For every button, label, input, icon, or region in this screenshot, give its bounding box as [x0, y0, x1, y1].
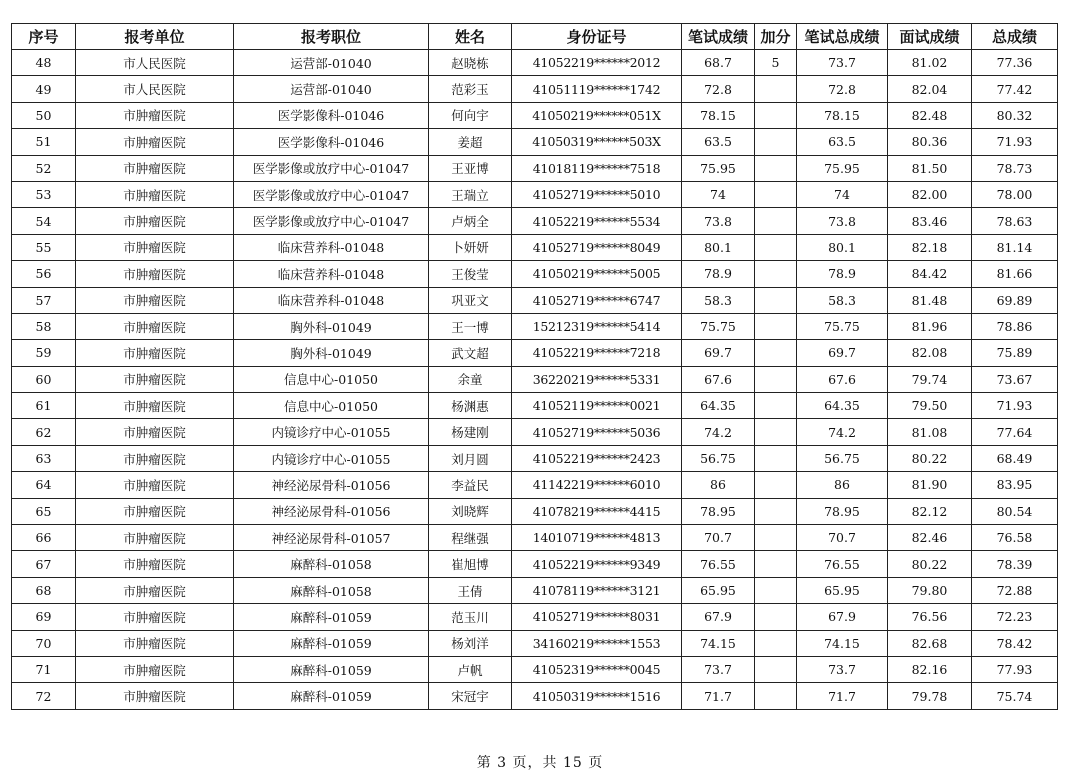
- bonus-cell: 5: [755, 50, 797, 76]
- total-score-cell: 83.95: [972, 472, 1058, 498]
- total-score-cell: 71.93: [972, 393, 1058, 419]
- bonus-cell: [755, 577, 797, 603]
- interview-score-cell: 80.36: [888, 129, 972, 155]
- table-row: [12, 525, 1058, 551]
- name-cell: 卢帆: [429, 656, 512, 682]
- unit-cell: 市肿瘤医院: [76, 287, 234, 313]
- unit-cell: 市人民医院: [76, 76, 234, 102]
- bonus-cell: [755, 419, 797, 445]
- id-number-cell: 41051119******1742: [512, 76, 682, 102]
- bonus-cell: [755, 208, 797, 234]
- written-total-cell: 73.7: [797, 50, 888, 76]
- position-cell: 信息中心-01050: [234, 366, 429, 392]
- bonus-cell: [755, 155, 797, 181]
- seq-cell: 54: [12, 208, 76, 234]
- position-cell: 内镜诊疗中心-01055: [234, 445, 429, 471]
- name-cell: 卢炳全: [429, 208, 512, 234]
- total-score-cell: 81.14: [972, 234, 1058, 260]
- interview-score-cell: 79.78: [888, 683, 972, 709]
- unit-cell: 市肿瘤医院: [76, 656, 234, 682]
- written-total-cell: 67.6: [797, 366, 888, 392]
- written-score-cell: 86: [682, 472, 755, 498]
- id-number-cell: 14010719******4813: [512, 525, 682, 551]
- unit-cell: 市肿瘤医院: [76, 445, 234, 471]
- bonus-cell: [755, 102, 797, 128]
- header-interview-score: 面试成绩: [888, 24, 972, 50]
- name-cell: 范玉川: [429, 604, 512, 630]
- name-cell: 余童: [429, 366, 512, 392]
- interview-score-cell: 81.02: [888, 50, 972, 76]
- table-row: [12, 261, 1058, 287]
- interview-score-cell: 84.42: [888, 261, 972, 287]
- interview-score-cell: 82.00: [888, 181, 972, 207]
- written-total-cell: 78.9: [797, 261, 888, 287]
- name-cell: 刘晓辉: [429, 498, 512, 524]
- id-number-cell: 41050219******5005: [512, 261, 682, 287]
- written-score-cell: 65.95: [682, 577, 755, 603]
- written-total-cell: 64.35: [797, 393, 888, 419]
- id-number-cell: 41142219******6010: [512, 472, 682, 498]
- position-cell: 胸外科-01049: [234, 313, 429, 339]
- seq-cell: 53: [12, 181, 76, 207]
- id-number-cell: 41050219******051X: [512, 102, 682, 128]
- interview-score-cell: 79.74: [888, 366, 972, 392]
- unit-cell: 市肿瘤医院: [76, 498, 234, 524]
- name-cell: 宋冠宇: [429, 683, 512, 709]
- seq-cell: 51: [12, 129, 76, 155]
- bonus-cell: [755, 181, 797, 207]
- unit-cell: 市肿瘤医院: [76, 366, 234, 392]
- position-cell: 医学影像科-01046: [234, 102, 429, 128]
- unit-cell: 市肿瘤医院: [76, 313, 234, 339]
- interview-score-cell: 82.08: [888, 340, 972, 366]
- written-total-cell: 73.7: [797, 656, 888, 682]
- position-cell: 麻醉科-01059: [234, 656, 429, 682]
- interview-score-cell: 76.56: [888, 604, 972, 630]
- unit-cell: 市肿瘤医院: [76, 155, 234, 181]
- table-row: [12, 551, 1058, 577]
- unit-cell: 市肿瘤医院: [76, 551, 234, 577]
- id-number-cell: 41052219******7218: [512, 340, 682, 366]
- unit-cell: 市肿瘤医院: [76, 393, 234, 419]
- table-row: [12, 472, 1058, 498]
- seq-cell: 71: [12, 656, 76, 682]
- unit-cell: 市肿瘤医院: [76, 261, 234, 287]
- written-total-cell: 86: [797, 472, 888, 498]
- written-total-cell: 58.3: [797, 287, 888, 313]
- table-row: [12, 129, 1058, 155]
- id-number-cell: 41050319******1516: [512, 683, 682, 709]
- written-total-cell: 69.7: [797, 340, 888, 366]
- name-cell: 李益民: [429, 472, 512, 498]
- written-score-cell: 67.6: [682, 366, 755, 392]
- name-cell: 杨刘洋: [429, 630, 512, 656]
- interview-score-cell: 79.50: [888, 393, 972, 419]
- table-row: [12, 208, 1058, 234]
- position-cell: 医学影像或放疗中心-01047: [234, 181, 429, 207]
- bonus-cell: [755, 313, 797, 339]
- bonus-cell: [755, 630, 797, 656]
- position-cell: 麻醉科-01059: [234, 604, 429, 630]
- name-cell: 刘月圆: [429, 445, 512, 471]
- bonus-cell: [755, 393, 797, 419]
- position-cell: 医学影像或放疗中心-01047: [234, 155, 429, 181]
- table-row: [12, 604, 1058, 630]
- total-score-cell: 78.00: [972, 181, 1058, 207]
- written-score-cell: 64.35: [682, 393, 755, 419]
- name-cell: 卜妍妍: [429, 234, 512, 260]
- unit-cell: 市肿瘤医院: [76, 604, 234, 630]
- total-score-cell: 81.66: [972, 261, 1058, 287]
- name-cell: 王一博: [429, 313, 512, 339]
- id-number-cell: 41052719******6747: [512, 287, 682, 313]
- written-score-cell: 71.7: [682, 683, 755, 709]
- position-cell: 麻醉科-01058: [234, 577, 429, 603]
- written-total-cell: 75.75: [797, 313, 888, 339]
- written-total-cell: 74.15: [797, 630, 888, 656]
- written-total-cell: 76.55: [797, 551, 888, 577]
- written-score-cell: 69.7: [682, 340, 755, 366]
- position-cell: 临床营养科-01048: [234, 287, 429, 313]
- written-total-cell: 80.1: [797, 234, 888, 260]
- id-number-cell: 41052219******9349: [512, 551, 682, 577]
- written-score-cell: 74.2: [682, 419, 755, 445]
- interview-score-cell: 82.18: [888, 234, 972, 260]
- interview-score-cell: 82.16: [888, 656, 972, 682]
- name-cell: 杨建刚: [429, 419, 512, 445]
- unit-cell: 市肿瘤医院: [76, 234, 234, 260]
- total-score-cell: 78.73: [972, 155, 1058, 181]
- total-score-cell: 78.86: [972, 313, 1058, 339]
- table-row: [12, 656, 1058, 682]
- bonus-cell: [755, 340, 797, 366]
- total-score-cell: 76.58: [972, 525, 1058, 551]
- name-cell: 王俊莹: [429, 261, 512, 287]
- written-total-cell: 56.75: [797, 445, 888, 471]
- unit-cell: 市肿瘤医院: [76, 630, 234, 656]
- position-cell: 医学影像或放疗中心-01047: [234, 208, 429, 234]
- id-number-cell: 15212319******5414: [512, 313, 682, 339]
- bonus-cell: [755, 234, 797, 260]
- table-row: [12, 419, 1058, 445]
- header-total-score: 总成绩: [972, 24, 1058, 50]
- seq-cell: 61: [12, 393, 76, 419]
- score-table: [11, 23, 1058, 710]
- id-number-cell: 41052119******0021: [512, 393, 682, 419]
- id-number-cell: 41050319******503X: [512, 129, 682, 155]
- name-cell: 崔旭博: [429, 551, 512, 577]
- total-score-cell: 77.42: [972, 76, 1058, 102]
- total-score-cell: 78.42: [972, 630, 1058, 656]
- written-total-cell: 70.7: [797, 525, 888, 551]
- seq-cell: 58: [12, 313, 76, 339]
- header-bonus: 加分: [755, 24, 797, 50]
- table-row: [12, 498, 1058, 524]
- written-score-cell: 73.8: [682, 208, 755, 234]
- position-cell: 临床营养科-01048: [234, 234, 429, 260]
- total-score-cell: 75.74: [972, 683, 1058, 709]
- total-score-cell: 71.93: [972, 129, 1058, 155]
- header-row: [12, 24, 1058, 50]
- interview-score-cell: 82.04: [888, 76, 972, 102]
- interview-score-cell: 82.48: [888, 102, 972, 128]
- seq-cell: 72: [12, 683, 76, 709]
- interview-score-cell: 81.90: [888, 472, 972, 498]
- seq-cell: 59: [12, 340, 76, 366]
- unit-cell: 市肿瘤医院: [76, 525, 234, 551]
- interview-score-cell: 80.22: [888, 551, 972, 577]
- name-cell: 王亚博: [429, 155, 512, 181]
- bonus-cell: [755, 366, 797, 392]
- position-cell: 胸外科-01049: [234, 340, 429, 366]
- written-score-cell: 78.95: [682, 498, 755, 524]
- written-score-cell: 70.7: [682, 525, 755, 551]
- name-cell: 赵晓栋: [429, 50, 512, 76]
- unit-cell: 市肿瘤医院: [76, 683, 234, 709]
- table-row: [12, 234, 1058, 260]
- seq-cell: 64: [12, 472, 76, 498]
- total-score-cell: 75.89: [972, 340, 1058, 366]
- total-score-cell: 77.64: [972, 419, 1058, 445]
- id-number-cell: 34160219******1553: [512, 630, 682, 656]
- bonus-cell: [755, 76, 797, 102]
- bonus-cell: [755, 498, 797, 524]
- seq-cell: 69: [12, 604, 76, 630]
- unit-cell: 市肿瘤医院: [76, 181, 234, 207]
- name-cell: 何向宇: [429, 102, 512, 128]
- table-row: [12, 313, 1058, 339]
- name-cell: 姜超: [429, 129, 512, 155]
- total-score-cell: 78.63: [972, 208, 1058, 234]
- unit-cell: 市肿瘤医院: [76, 472, 234, 498]
- id-number-cell: 41052719******8049: [512, 234, 682, 260]
- name-cell: 范彩玉: [429, 76, 512, 102]
- seq-cell: 50: [12, 102, 76, 128]
- position-cell: 麻醉科-01059: [234, 630, 429, 656]
- unit-cell: 市肿瘤医院: [76, 419, 234, 445]
- position-cell: 麻醉科-01059: [234, 683, 429, 709]
- total-score-cell: 77.36: [972, 50, 1058, 76]
- seq-cell: 70: [12, 630, 76, 656]
- table-row: [12, 181, 1058, 207]
- seq-cell: 56: [12, 261, 76, 287]
- bonus-cell: [755, 445, 797, 471]
- interview-score-cell: 79.80: [888, 577, 972, 603]
- unit-cell: 市肿瘤医院: [76, 577, 234, 603]
- total-score-cell: 72.23: [972, 604, 1058, 630]
- bonus-cell: [755, 287, 797, 313]
- id-number-cell: 41052719******5036: [512, 419, 682, 445]
- seq-cell: 67: [12, 551, 76, 577]
- position-cell: 神经泌尿骨科-01056: [234, 498, 429, 524]
- written-score-cell: 76.55: [682, 551, 755, 577]
- name-cell: 杨渊惠: [429, 393, 512, 419]
- id-number-cell: 41052219******2423: [512, 445, 682, 471]
- written-total-cell: 78.95: [797, 498, 888, 524]
- total-score-cell: 77.93: [972, 656, 1058, 682]
- written-score-cell: 74: [682, 181, 755, 207]
- table-body: [12, 50, 1058, 710]
- written-total-cell: 78.15: [797, 102, 888, 128]
- unit-cell: 市肿瘤医院: [76, 129, 234, 155]
- table-row: [12, 340, 1058, 366]
- interview-score-cell: 82.46: [888, 525, 972, 551]
- header-id-number: 身份证号: [512, 24, 682, 50]
- bonus-cell: [755, 525, 797, 551]
- position-cell: 神经泌尿骨科-01056: [234, 472, 429, 498]
- seq-cell: 68: [12, 577, 76, 603]
- unit-cell: 市肿瘤医院: [76, 102, 234, 128]
- total-score-cell: 80.54: [972, 498, 1058, 524]
- written-total-cell: 65.95: [797, 577, 888, 603]
- page-footer: 第 3 页，共 15 页: [476, 755, 604, 771]
- written-score-cell: 74.15: [682, 630, 755, 656]
- table-row: [12, 76, 1058, 102]
- written-score-cell: 67.9: [682, 604, 755, 630]
- seq-cell: 62: [12, 419, 76, 445]
- written-score-cell: 78.9: [682, 261, 755, 287]
- id-number-cell: 41052719******8031: [512, 604, 682, 630]
- bonus-cell: [755, 604, 797, 630]
- unit-cell: 市肿瘤医院: [76, 340, 234, 366]
- total-score-cell: 73.67: [972, 366, 1058, 392]
- id-number-cell: 41078119******3121: [512, 577, 682, 603]
- id-number-cell: 41052219******2012: [512, 50, 682, 76]
- bonus-cell: [755, 551, 797, 577]
- table-row: [12, 577, 1058, 603]
- bonus-cell: [755, 656, 797, 682]
- interview-score-cell: 80.22: [888, 445, 972, 471]
- table-row: [12, 102, 1058, 128]
- written-total-cell: 71.7: [797, 683, 888, 709]
- interview-score-cell: 81.48: [888, 287, 972, 313]
- interview-score-cell: 81.50: [888, 155, 972, 181]
- position-cell: 运营部-01040: [234, 50, 429, 76]
- bonus-cell: [755, 261, 797, 287]
- written-total-cell: 72.8: [797, 76, 888, 102]
- total-score-cell: 68.49: [972, 445, 1058, 471]
- name-cell: 巩亚文: [429, 287, 512, 313]
- header-written-total: 笔试总成绩: [797, 24, 888, 50]
- written-total-cell: 74.2: [797, 419, 888, 445]
- table-row: [12, 445, 1058, 471]
- position-cell: 临床营养科-01048: [234, 261, 429, 287]
- position-cell: 麻醉科-01058: [234, 551, 429, 577]
- header-name: 姓名: [429, 24, 512, 50]
- position-cell: 神经泌尿骨科-01057: [234, 525, 429, 551]
- seq-cell: 65: [12, 498, 76, 524]
- written-score-cell: 78.15: [682, 102, 755, 128]
- header-position: 报考职位: [234, 24, 429, 50]
- written-score-cell: 58.3: [682, 287, 755, 313]
- interview-score-cell: 81.96: [888, 313, 972, 339]
- position-cell: 信息中心-01050: [234, 393, 429, 419]
- seq-cell: 60: [12, 366, 76, 392]
- position-cell: 医学影像科-01046: [234, 129, 429, 155]
- table-row: [12, 393, 1058, 419]
- name-cell: 武文超: [429, 340, 512, 366]
- written-score-cell: 75.95: [682, 155, 755, 181]
- seq-cell: 55: [12, 234, 76, 260]
- table-row: [12, 155, 1058, 181]
- seq-cell: 52: [12, 155, 76, 181]
- total-score-cell: 69.89: [972, 287, 1058, 313]
- written-score-cell: 68.7: [682, 50, 755, 76]
- seq-cell: 49: [12, 76, 76, 102]
- unit-cell: 市人民医院: [76, 50, 234, 76]
- bonus-cell: [755, 683, 797, 709]
- written-score-cell: 73.7: [682, 656, 755, 682]
- bonus-cell: [755, 472, 797, 498]
- interview-score-cell: 81.08: [888, 419, 972, 445]
- header-seq: 序号: [12, 24, 76, 50]
- table-row: [12, 366, 1058, 392]
- written-total-cell: 67.9: [797, 604, 888, 630]
- id-number-cell: 36220219******5331: [512, 366, 682, 392]
- id-number-cell: 41018119******7518: [512, 155, 682, 181]
- total-score-cell: 78.39: [972, 551, 1058, 577]
- table-row: [12, 630, 1058, 656]
- seq-cell: 48: [12, 50, 76, 76]
- total-score-cell: 72.88: [972, 577, 1058, 603]
- header-unit: 报考单位: [76, 24, 234, 50]
- position-cell: 运营部-01040: [234, 76, 429, 102]
- id-number-cell: 41052319******0045: [512, 656, 682, 682]
- name-cell: 王瑞立: [429, 181, 512, 207]
- seq-cell: 66: [12, 525, 76, 551]
- interview-score-cell: 83.46: [888, 208, 972, 234]
- interview-score-cell: 82.68: [888, 630, 972, 656]
- name-cell: 王倩: [429, 577, 512, 603]
- table-row: [12, 683, 1058, 709]
- id-number-cell: 41052719******5010: [512, 181, 682, 207]
- bonus-cell: [755, 129, 797, 155]
- written-score-cell: 80.1: [682, 234, 755, 260]
- position-cell: 内镜诊疗中心-01055: [234, 419, 429, 445]
- seq-cell: 63: [12, 445, 76, 471]
- total-score-cell: 80.32: [972, 102, 1058, 128]
- written-score-cell: 56.75: [682, 445, 755, 471]
- id-number-cell: 41052219******5534: [512, 208, 682, 234]
- id-number-cell: 41078219******4415: [512, 498, 682, 524]
- table-row: [12, 287, 1058, 313]
- written-total-cell: 74: [797, 181, 888, 207]
- written-total-cell: 63.5: [797, 129, 888, 155]
- header-written-score: 笔试成绩: [682, 24, 755, 50]
- written-total-cell: 73.8: [797, 208, 888, 234]
- seq-cell: 57: [12, 287, 76, 313]
- written-score-cell: 63.5: [682, 129, 755, 155]
- unit-cell: 市肿瘤医院: [76, 208, 234, 234]
- name-cell: 程继强: [429, 525, 512, 551]
- written-score-cell: 72.8: [682, 76, 755, 102]
- written-total-cell: 75.95: [797, 155, 888, 181]
- written-score-cell: 75.75: [682, 313, 755, 339]
- table-row: [12, 50, 1058, 76]
- interview-score-cell: 82.12: [888, 498, 972, 524]
